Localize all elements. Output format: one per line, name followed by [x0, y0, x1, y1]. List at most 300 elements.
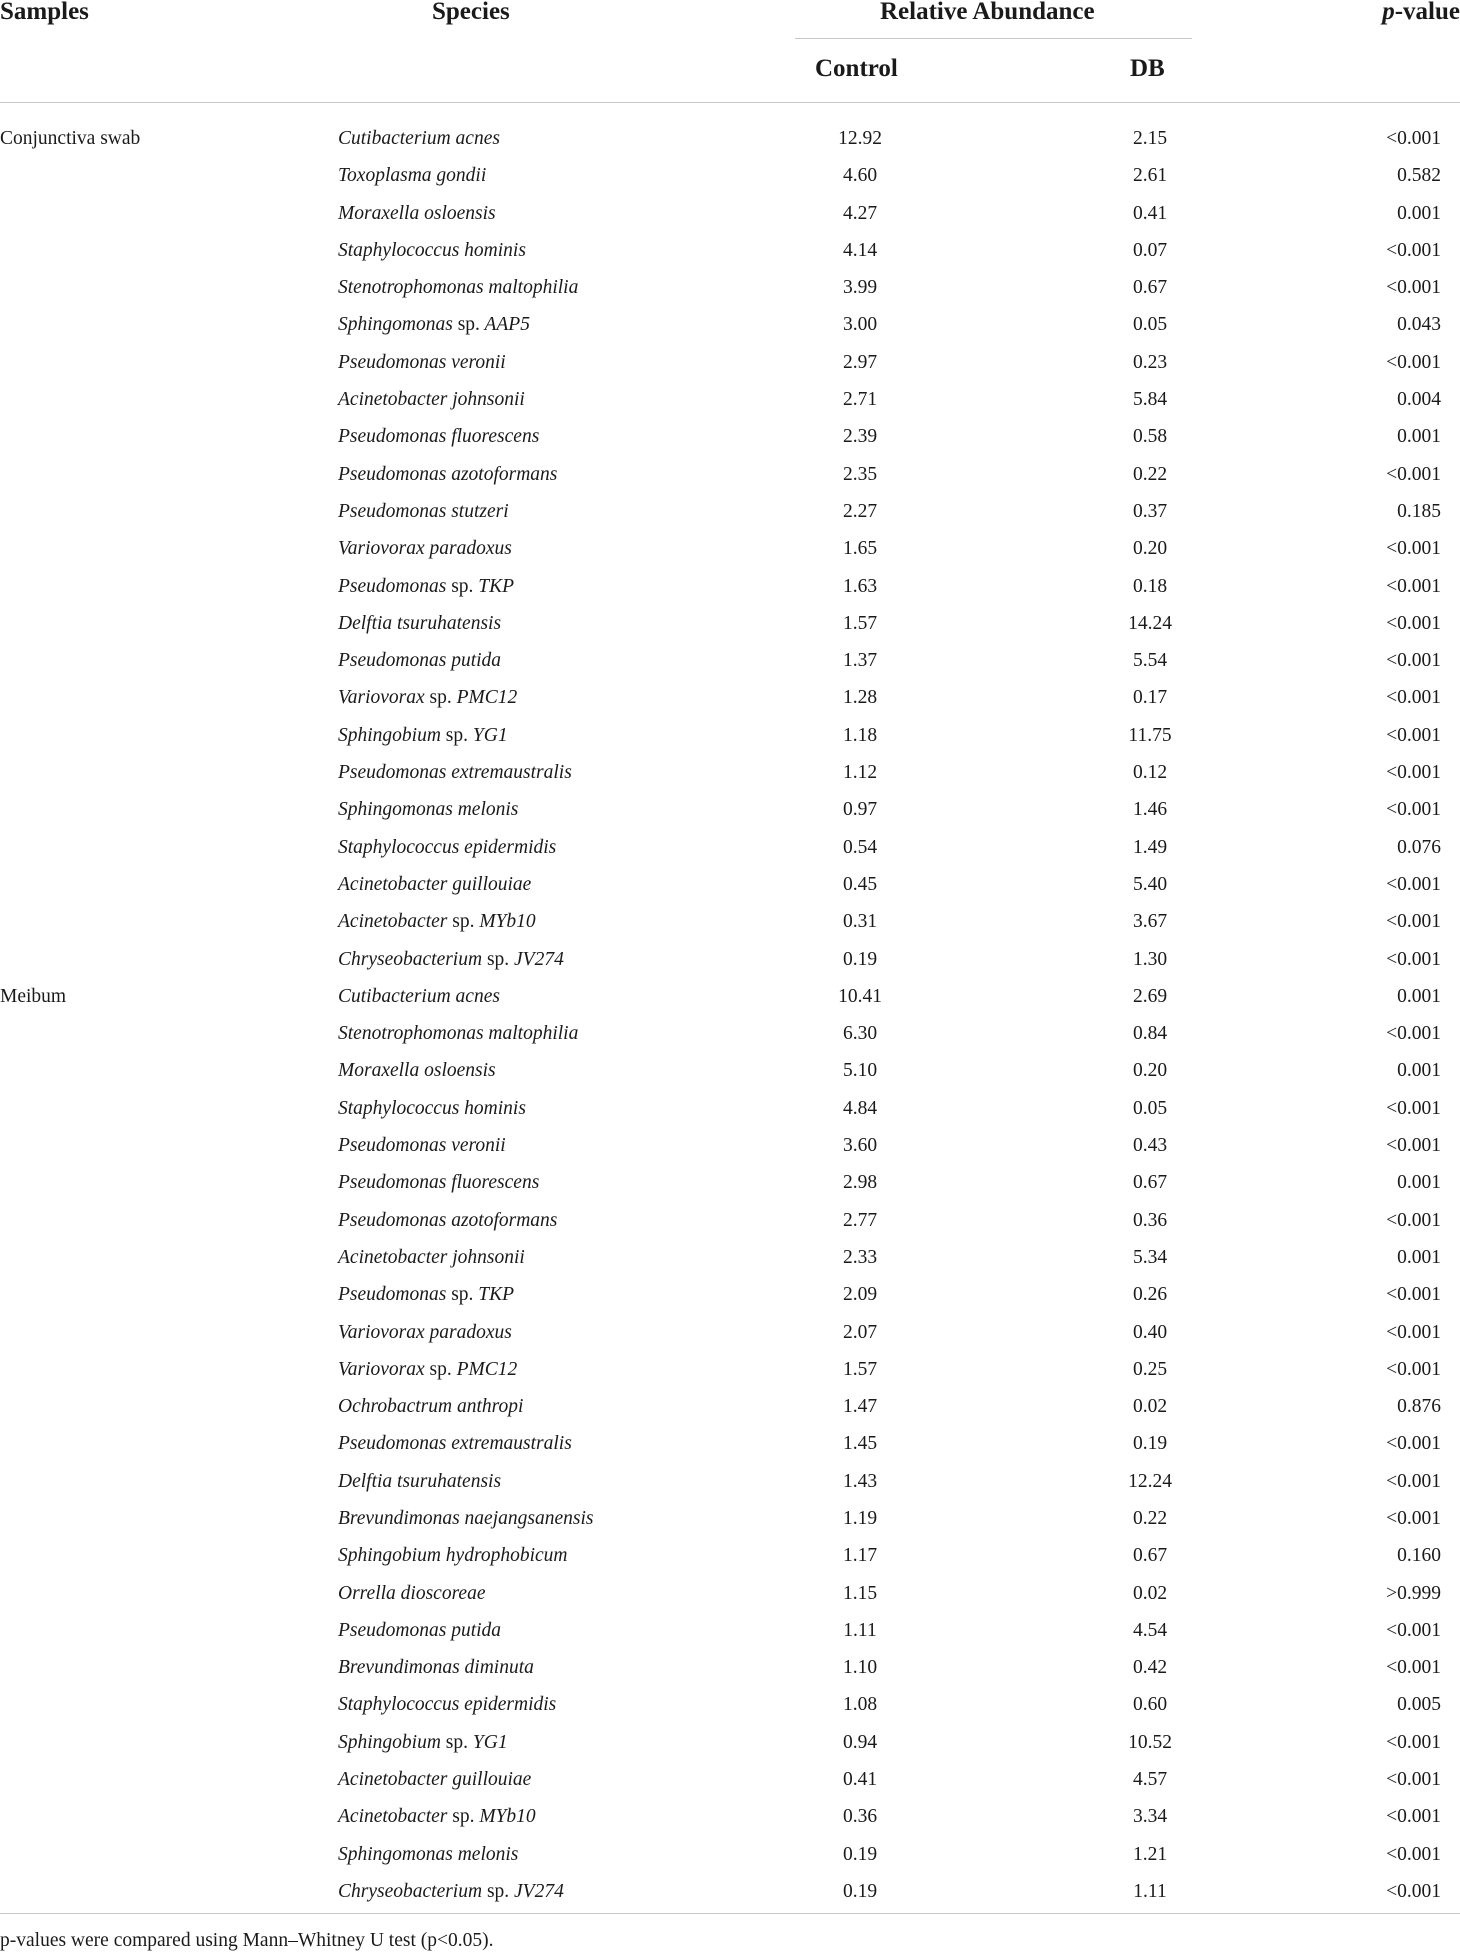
cell-control: 4.60: [842, 165, 878, 187]
cell-species: [338, 1164, 539, 1201]
cell-species: [338, 1127, 506, 1164]
cell-db: 0.67: [1132, 277, 1168, 299]
cell-pvalue: <0.001: [1386, 762, 1441, 784]
species-strain: YG1: [472, 1731, 508, 1753]
species-name: Moraxella osloensis: [338, 202, 496, 224]
cell-species: [338, 1276, 514, 1313]
cell-species: [338, 493, 509, 530]
cell-db: 0.36: [1132, 1209, 1168, 1231]
cell-species: [338, 530, 512, 567]
species-strain: AAP5: [484, 314, 530, 336]
cell-pvalue: 0.001: [1397, 426, 1441, 448]
cell-pvalue: <0.001: [1386, 277, 1441, 299]
species-name: Delftia tsuruhatensis: [338, 1470, 502, 1492]
table-row: [0, 157, 1460, 194]
species-name: Variovorax paradoxus: [338, 538, 512, 560]
species-name: Pseudomonas: [338, 575, 447, 597]
cell-pvalue: 0.001: [1397, 1172, 1441, 1194]
species-name: Brevundimonas diminuta: [338, 1657, 534, 1679]
cell-control: 2.98: [842, 1172, 878, 1194]
cell-species: [338, 829, 556, 866]
table-row: [0, 456, 1460, 493]
cell-pvalue: <0.001: [1386, 1806, 1441, 1828]
col-header-db: DB: [1130, 55, 1165, 82]
species-name: Pseudomonas fluorescens: [338, 1172, 540, 1194]
cell-db: 0.07: [1132, 239, 1168, 261]
cell-species: [338, 568, 514, 605]
cell-pvalue: <0.001: [1386, 1284, 1441, 1306]
cell-control: 6.30: [842, 1023, 878, 1045]
species-name: Toxoplasma gondii: [338, 165, 487, 187]
cell-control: 3.00: [842, 314, 878, 336]
cell-control: 1.63: [842, 575, 878, 597]
cell-control: 1.11: [843, 1619, 877, 1641]
species-name: Pseudomonas veronii: [338, 1135, 506, 1157]
cell-control: 1.15: [842, 1582, 878, 1604]
cell-db: 1.30: [1132, 948, 1168, 970]
cell-species: [338, 1425, 572, 1462]
table-row: [0, 232, 1460, 269]
table-row: [0, 1052, 1460, 1089]
species-sp-abbrev: sp.: [486, 948, 510, 970]
species-name: Pseudomonas azotoformans: [338, 1209, 558, 1231]
cell-control: 1.08: [842, 1694, 878, 1716]
cell-species: [338, 195, 496, 232]
cell-pvalue: 0.001: [1397, 1060, 1441, 1082]
cell-species: [338, 903, 536, 940]
species-name: Acinetobacter: [338, 1806, 448, 1828]
species-sp-abbrev: sp.: [429, 687, 452, 709]
cell-species: [338, 1649, 534, 1686]
cell-db: 4.57: [1132, 1769, 1168, 1791]
table-row: [0, 530, 1460, 567]
table-row: [0, 642, 1460, 679]
cell-control: 3.99: [842, 277, 878, 299]
cell-control: 1.45: [842, 1433, 878, 1455]
table-row: [0, 1761, 1460, 1798]
species-name: Chryseobacterium: [338, 1880, 483, 1902]
cell-control: 2.27: [842, 500, 878, 522]
table-row: [0, 978, 1460, 1015]
cell-db: 0.26: [1132, 1284, 1168, 1306]
cell-species: [338, 1388, 523, 1425]
col-header-species: Species: [432, 0, 510, 25]
species-name: Variovorax: [338, 1358, 425, 1380]
cell-db: 0.22: [1132, 1507, 1168, 1529]
species-strain: PMC12: [456, 687, 518, 709]
cell-species: [338, 381, 525, 418]
table-row: [0, 1463, 1460, 1500]
cell-pvalue: 0.076: [1397, 836, 1441, 858]
cell-pvalue: 0.185: [1397, 500, 1441, 522]
species-strain: TKP: [478, 1284, 515, 1306]
table-row: [0, 605, 1460, 642]
cell-species: [338, 1090, 526, 1127]
cell-control: 2.71: [842, 389, 878, 411]
species-name: Moraxella osloensis: [338, 1060, 496, 1082]
cell-pvalue: <0.001: [1386, 1619, 1441, 1641]
cell-db: 0.22: [1132, 463, 1168, 485]
cell-species: [338, 1052, 496, 1089]
species-strain: JV274: [514, 948, 564, 970]
cell-control: 1.19: [842, 1507, 878, 1529]
cell-control: 1.65: [842, 538, 878, 560]
species-name: Delftia tsuruhatensis: [338, 612, 502, 634]
relative-abundance-underline: [795, 38, 1192, 39]
cell-species: [338, 344, 506, 381]
cell-pvalue: 0.001: [1397, 985, 1441, 1007]
species-strain: YG1: [472, 724, 508, 746]
cell-control: 0.19: [842, 948, 878, 970]
cell-pvalue: 0.876: [1397, 1396, 1441, 1418]
cell-pvalue: 0.001: [1397, 202, 1441, 224]
cell-db: 11.75: [1128, 724, 1172, 746]
cell-control: 10.41: [838, 985, 882, 1007]
cell-db: 2.61: [1132, 165, 1168, 187]
table-row: [0, 679, 1460, 716]
table-row: [0, 1388, 1460, 1425]
cell-pvalue: <0.001: [1386, 873, 1441, 895]
table-row: [0, 568, 1460, 605]
species-name: Acinetobacter: [338, 911, 448, 933]
table-row: [0, 791, 1460, 828]
species-name: Sphingobium: [338, 1731, 441, 1753]
species-sp-abbrev: sp.: [429, 1358, 452, 1380]
table-row: [0, 418, 1460, 455]
table-row: [0, 1276, 1460, 1313]
species-name: Sphingobium hydrophobicum: [338, 1545, 568, 1567]
cell-control: 1.57: [842, 1358, 878, 1380]
table-row: [0, 1724, 1460, 1761]
cell-pvalue: <0.001: [1386, 948, 1441, 970]
cell-control: 2.39: [842, 426, 878, 448]
table-row: [0, 1090, 1460, 1127]
cell-pvalue: <0.001: [1386, 799, 1441, 821]
cell-control: 3.60: [842, 1135, 878, 1157]
table-row: [0, 1575, 1460, 1612]
cell-control: 0.45: [842, 873, 878, 895]
cell-species: [338, 1724, 508, 1761]
table-row: [0, 1239, 1460, 1276]
species-sp-abbrev: sp.: [451, 575, 474, 597]
table-row: [0, 829, 1460, 866]
cell-pvalue: <0.001: [1386, 1209, 1441, 1231]
species-name: Pseudomonas putida: [338, 650, 502, 672]
cell-control: 1.57: [842, 612, 878, 634]
cell-control: 1.37: [842, 650, 878, 672]
table-row: [0, 1686, 1460, 1723]
cell-pvalue: <0.001: [1386, 724, 1441, 746]
cell-control: 0.41: [842, 1769, 878, 1791]
cell-pvalue: <0.001: [1386, 1731, 1441, 1753]
table-row: [0, 1500, 1460, 1537]
cell-species: [338, 1836, 518, 1873]
cell-species: [338, 232, 526, 269]
cell-control: 1.10: [842, 1657, 878, 1679]
table-row: [0, 1164, 1460, 1201]
species-name: Variovorax: [338, 687, 425, 709]
table-row: [0, 120, 1460, 157]
species-name: Pseudomonas stutzeri: [338, 500, 509, 522]
species-name: Acinetobacter johnsonii: [338, 389, 525, 411]
cell-pvalue: <0.001: [1386, 1433, 1441, 1455]
cell-species: [338, 1314, 512, 1351]
table-row: [0, 1351, 1460, 1388]
table-row: [0, 344, 1460, 381]
cell-species: [338, 1761, 531, 1798]
cell-pvalue: <0.001: [1386, 687, 1441, 709]
species-strain: JV274: [514, 1880, 564, 1902]
table-row: [0, 1798, 1460, 1835]
cell-db: 2.15: [1132, 128, 1168, 149]
cell-species: [338, 1612, 501, 1649]
cell-control: 0.19: [842, 1843, 878, 1865]
cell-db: 0.05: [1132, 314, 1168, 336]
cell-db: 10.52: [1128, 1731, 1172, 1753]
cell-db: 4.54: [1132, 1619, 1168, 1641]
table-row: [0, 1425, 1460, 1462]
species-sp-abbrev: sp.: [451, 1284, 474, 1306]
cell-pvalue: <0.001: [1386, 1880, 1441, 1902]
cell-control: 1.17: [842, 1545, 878, 1567]
table-row: [0, 1537, 1460, 1574]
cell-pvalue: 0.004: [1397, 389, 1441, 411]
species-name: Staphylococcus epidermidis: [338, 1694, 557, 1716]
cell-species: [338, 1873, 564, 1910]
cell-db: 0.02: [1132, 1582, 1168, 1604]
species-name: Sphingomonas melonis: [338, 1843, 519, 1865]
cell-db: 0.19: [1132, 1433, 1168, 1455]
species-name: Pseudomonas extremaustralis: [338, 762, 572, 784]
table-footnote: p-values were compared using Mann–Whitney U test (p<0.05).: [0, 1930, 494, 1951]
cell-control: 2.35: [842, 463, 878, 485]
cell-pvalue: <0.001: [1386, 239, 1441, 261]
cell-db: 1.11: [1133, 1880, 1167, 1902]
pvalue-italic-p: p: [1382, 0, 1395, 25]
cell-pvalue: <0.001: [1386, 1769, 1441, 1791]
cell-db: 5.40: [1132, 873, 1168, 895]
cell-db: 0.12: [1132, 762, 1168, 784]
cell-db: 0.43: [1132, 1135, 1168, 1157]
cell-control: 2.33: [842, 1246, 878, 1268]
table-row: [0, 717, 1460, 754]
cell-db: 2.69: [1132, 985, 1168, 1007]
table-row: [0, 1649, 1460, 1686]
table-row: [0, 381, 1460, 418]
cell-db: 0.05: [1132, 1097, 1168, 1119]
species-name: Sphingobium: [338, 724, 441, 746]
species-name: Stenotrophomonas maltophilia: [338, 1023, 579, 1045]
cell-pvalue: <0.001: [1386, 575, 1441, 597]
cell-pvalue: <0.001: [1386, 612, 1441, 634]
cell-db: 3.34: [1132, 1806, 1168, 1828]
species-name: Sphingomonas melonis: [338, 799, 519, 821]
cell-pvalue: <0.001: [1386, 463, 1441, 485]
cell-pvalue: <0.001: [1386, 1358, 1441, 1380]
cell-species: [338, 754, 572, 791]
cell-control: 2.09: [842, 1284, 878, 1306]
cell-pvalue: 0.582: [1397, 165, 1441, 187]
cell-pvalue: 0.043: [1397, 314, 1441, 336]
species-name: Pseudomonas fluorescens: [338, 426, 540, 448]
cell-species: [338, 642, 501, 679]
table-row: [0, 1873, 1460, 1910]
species-strain: TKP: [478, 575, 515, 597]
cell-species: [338, 306, 530, 343]
cell-species: [338, 866, 531, 903]
cell-control: 5.10: [842, 1060, 878, 1082]
cell-pvalue: <0.001: [1386, 911, 1441, 933]
cell-db: 12.24: [1128, 1470, 1172, 1492]
cell-pvalue: 0.001: [1397, 1246, 1441, 1268]
cell-db: 0.60: [1132, 1694, 1168, 1716]
cell-db: 0.20: [1132, 538, 1168, 560]
species-name: Staphylococcus hominis: [338, 1097, 526, 1119]
species-name: Acinetobacter johnsonii: [338, 1246, 525, 1268]
species-strain: MYb10: [479, 911, 536, 933]
table-row: [0, 1127, 1460, 1164]
cell-db: 5.84: [1132, 389, 1168, 411]
cell-control: 2.07: [842, 1321, 878, 1343]
table-row: [0, 1202, 1460, 1239]
species-name: Pseudomonas putida: [338, 1619, 502, 1641]
cell-control: 0.31: [842, 911, 878, 933]
cell-db: 5.54: [1132, 650, 1168, 672]
cell-db: 0.67: [1132, 1545, 1168, 1567]
cell-control: 1.47: [842, 1396, 878, 1418]
cell-species: [338, 1500, 593, 1537]
table-bottom-rule: [0, 1913, 1460, 1914]
cell-pvalue: <0.001: [1386, 1097, 1441, 1119]
cell-db: 0.37: [1132, 500, 1168, 522]
cell-db: 3.67: [1132, 911, 1168, 933]
cell-pvalue: <0.001: [1386, 1657, 1441, 1679]
cell-species: [338, 1015, 578, 1052]
species-name: Brevundimonas naejangsanensis: [338, 1507, 594, 1529]
cell-control: 0.94: [842, 1731, 878, 1753]
cell-pvalue: >0.999: [1386, 1582, 1441, 1604]
species-sp-abbrev: sp.: [445, 1731, 469, 1753]
cell-db: 14.24: [1128, 612, 1172, 634]
cell-db: 0.23: [1132, 351, 1168, 373]
species-sp-abbrev: sp.: [452, 911, 475, 933]
species-name: Cutibacterium acnes: [338, 985, 500, 1007]
cell-species: [338, 978, 500, 1015]
cell-control: 1.43: [842, 1470, 878, 1492]
cell-sample: Meibum: [0, 985, 67, 1007]
cell-pvalue: 0.005: [1397, 1694, 1441, 1716]
table-row: [0, 493, 1460, 530]
table-row: [0, 1314, 1460, 1351]
cell-pvalue: <0.001: [1386, 128, 1441, 149]
species-name: Acinetobacter guillouiae: [338, 1769, 532, 1791]
col-header-relative-abundance: Relative Abundance: [880, 0, 1095, 25]
cell-db: 0.84: [1132, 1023, 1168, 1045]
cell-species: [338, 791, 518, 828]
cell-db: 0.17: [1132, 687, 1168, 709]
cell-species: [338, 418, 539, 455]
species-sp-abbrev: sp.: [452, 1806, 475, 1828]
cell-species: [338, 1686, 556, 1723]
cell-db: 0.41: [1132, 202, 1168, 224]
table-row: [0, 1836, 1460, 1873]
cell-species: [338, 1575, 486, 1612]
cell-control: 1.28: [842, 687, 878, 709]
cell-pvalue: <0.001: [1386, 1507, 1441, 1529]
species-strain: PMC12: [456, 1358, 518, 1380]
cell-control: 12.92: [838, 128, 882, 149]
cell-control: 1.18: [842, 724, 878, 746]
species-name: Pseudomonas veronii: [338, 351, 506, 373]
species-name: Acinetobacter guillouiae: [338, 873, 532, 895]
cell-db: 5.34: [1132, 1246, 1168, 1268]
cell-sample: Conjunctiva swab: [0, 128, 141, 149]
species-name: Pseudomonas: [338, 1284, 447, 1306]
table-row: [0, 866, 1460, 903]
cell-pvalue: 0.160: [1397, 1545, 1441, 1567]
cell-pvalue: <0.001: [1386, 1843, 1441, 1865]
cell-db: 1.49: [1132, 836, 1168, 858]
cell-species: [338, 1239, 525, 1276]
cell-species: [338, 941, 564, 978]
cell-control: 4.84: [842, 1097, 878, 1119]
col-header-samples: Samples: [0, 0, 89, 25]
cell-pvalue: <0.001: [1386, 650, 1441, 672]
species-name: Sphingomonas: [338, 314, 453, 336]
cell-db: 0.42: [1132, 1657, 1168, 1679]
species-sp-abbrev: sp.: [486, 1880, 510, 1902]
cell-control: 0.54: [842, 836, 878, 858]
cell-species: [338, 120, 500, 157]
table-row: [0, 941, 1460, 978]
cell-species: [338, 1463, 501, 1500]
species-name: Stenotrophomonas maltophilia: [338, 277, 579, 299]
species-name: Pseudomonas extremaustralis: [338, 1433, 572, 1455]
cell-db: 0.20: [1132, 1060, 1168, 1082]
species-name: Cutibacterium acnes: [338, 128, 500, 149]
cell-db: 0.18: [1132, 575, 1168, 597]
pvalue-suffix: -value: [1394, 0, 1460, 25]
cell-species: [338, 605, 501, 642]
cell-db: 0.02: [1132, 1396, 1168, 1418]
cell-pvalue: <0.001: [1386, 1135, 1441, 1157]
cell-control: 2.77: [842, 1209, 878, 1231]
table-row: [0, 1612, 1460, 1649]
cell-control: 2.97: [842, 351, 878, 373]
species-strain: MYb10: [479, 1806, 536, 1828]
cell-species: [338, 717, 508, 754]
species-name: Orrella dioscoreae: [338, 1582, 486, 1604]
cell-db: 1.46: [1132, 799, 1168, 821]
col-header-pvalue: [1382, 0, 1460, 26]
table-row: [0, 903, 1460, 940]
cell-species: [338, 1351, 517, 1388]
table-row: [0, 754, 1460, 791]
cell-control: 0.19: [842, 1880, 878, 1902]
species-name: Ochrobactrum anthropi: [338, 1396, 524, 1418]
cell-control: 0.97: [842, 799, 878, 821]
cell-db: 0.67: [1132, 1172, 1168, 1194]
cell-db: 1.21: [1132, 1843, 1168, 1865]
col-header-control: Control: [815, 55, 898, 82]
cell-control: 4.27: [842, 202, 878, 224]
cell-species: [338, 1798, 536, 1835]
species-sp-abbrev: sp.: [445, 724, 469, 746]
table-body: [0, 120, 1460, 1910]
table-row: [0, 306, 1460, 343]
species-name: Staphylococcus hominis: [338, 239, 526, 261]
cell-species: [338, 456, 557, 493]
